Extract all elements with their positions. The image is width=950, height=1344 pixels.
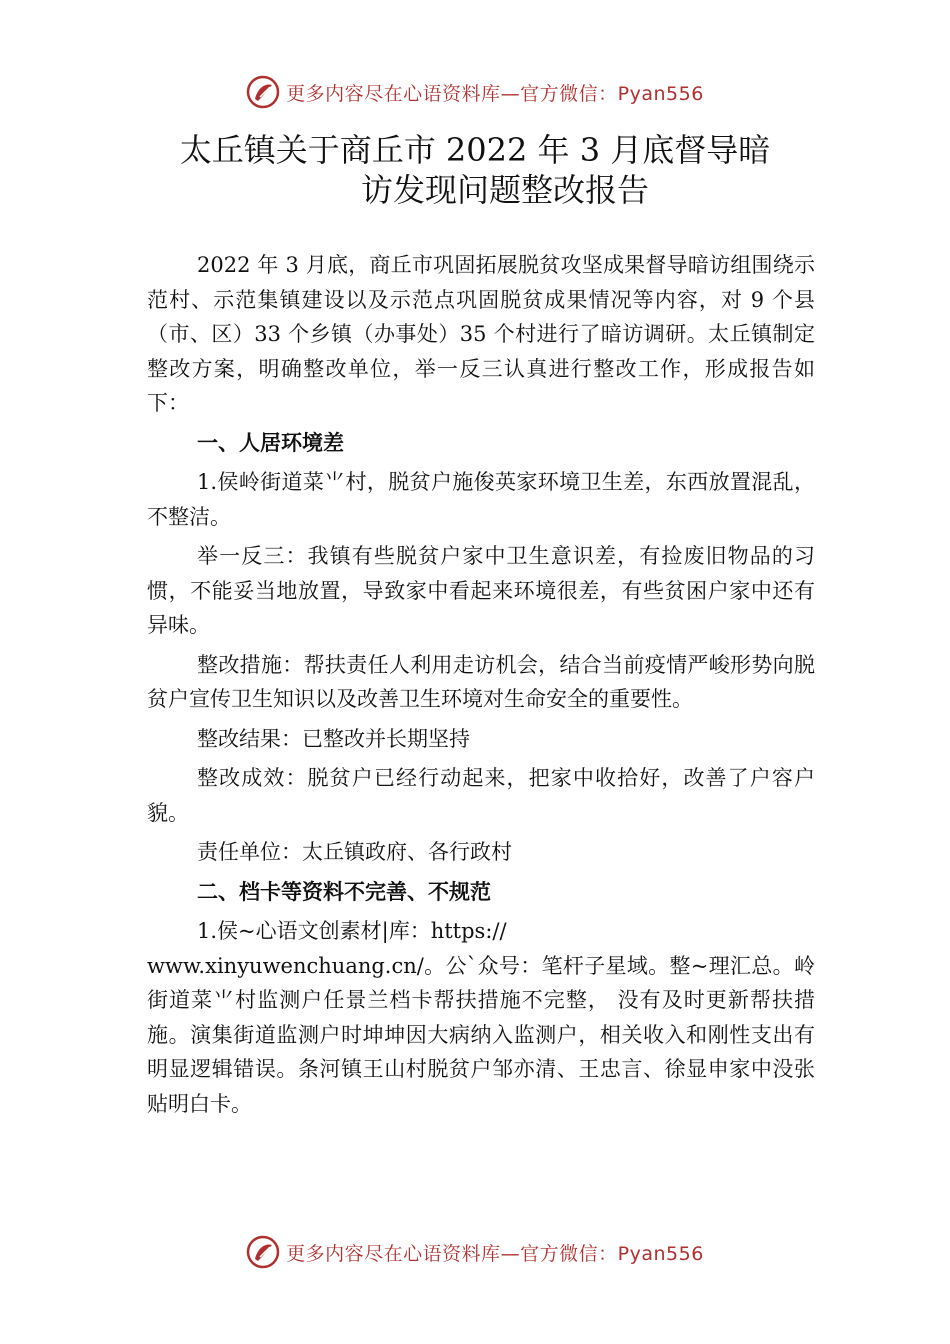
footer-watermark [0,1232,950,1272]
watermark-text: 更多内容尽在心语资料库—官方微信：Pyan556 [286,82,704,105]
header-watermark [0,72,950,112]
section-1-unit: 责任单位：太丘镇政府、各行政村 [197,840,512,864]
title-line-2: 访发现问题整改报告 [360,171,649,209]
section-1-juyi: 举一反三：我镇有些脱贫户家中卫生意识差，有捡废旧物品的习惯，不能妥当地放置，导致家中看起来环境很差，有些贫困户家中还有异味。 [147,544,815,637]
section-1-measures: 整改措施：帮扶责任人利用走访机会，结合当前疫情严峻形势向脱贫户宣传卫生知识以及改善卫生环境对生命安全的重要性。 [147,652,815,711]
section-1-item-1: 1.侯岭街道菜⺌村，脱贫户施俊英家环境卫生差，东西放置混乱，不整洁。 [147,470,815,529]
section-1-result: 整改结果：已整改并长期坚持 [197,726,470,751]
section-2-item-1-first-line: 1.侯~心语文创素材|库：https:// [197,919,507,943]
section-2-item-1-text: www.xinyuwenchuang.cn/。公`众号：笔杆子星域。整~理汇总。岭街道菜⺌村监测户任景兰档卡帮扶措施不完整， 没有及时更新帮扶措施。演集街道监测户时坤坤因大病纳入监测户，相关收入和刚性支出有明显逻辑错误。条河镇王山村脱贫户邹亦清、王忠言、徐显申家中没张贴明白卡。 [147,953,815,1116]
section-1-effect: 整改成效：脱贫户已经行动起来，把家中收拾好，改善了户容户貌。 [147,766,815,825]
section-1-heading: 一、人居环境差 [197,430,344,455]
intro-paragraph: 2022 年 3 月底，商丘市巩固拓展脱贫攻坚成果督导暗访组围绕示范村、示范集镇建设以及示范点巩固脱贫成果情况等内容，对 9 个县（市、区）33 个乡镇（办事处）35 个村进行了暗访调研。太丘镇制定整改方案，明确整改单位，举一反三认真进行整改工作，形成报告如下： [147,253,815,415]
watermark-text: 更多内容尽在心语资料库—官方微信：Pyan556 [286,1242,704,1265]
section-2-heading: 二、档卡等资料不完善、不规范 [197,879,491,904]
document-title [130,130,820,210]
brand-logo-icon [246,1235,280,1269]
document-body [147,248,815,1121]
title-line-1: 太丘镇关于商丘市 2022 年 3 月底督导暗 [179,131,771,169]
brand-logo-icon [246,75,280,109]
